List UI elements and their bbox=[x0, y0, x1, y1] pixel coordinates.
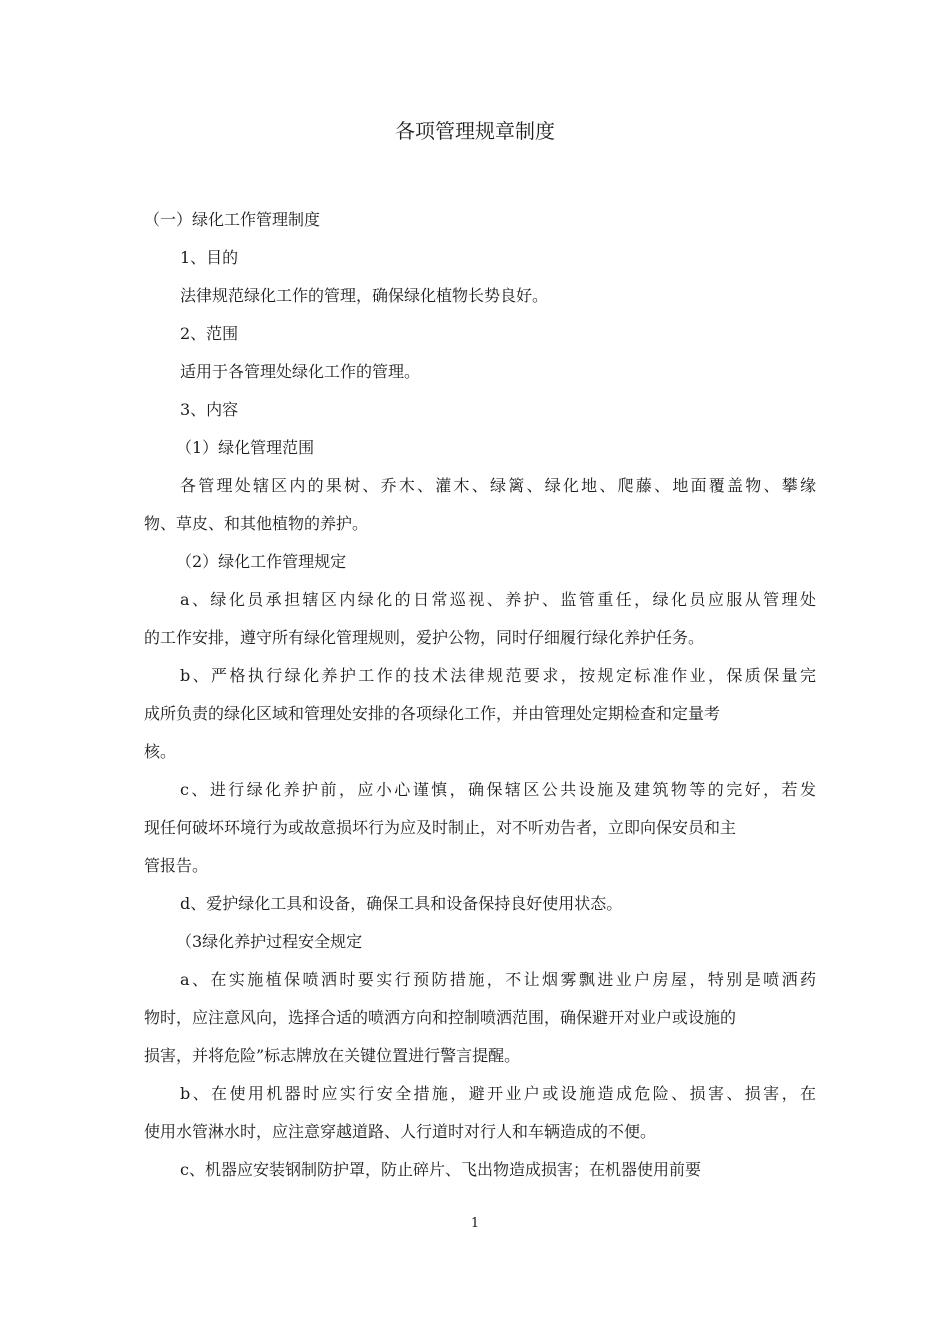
paragraph-line: 物时，应注意风向，选择合适的喷洒方向和控制喷洒范围，确保避开对业户或设施的 bbox=[144, 1008, 737, 1027]
paragraph-line: 适用于各管理处绿化工作的管理。 bbox=[180, 362, 421, 381]
subheading-scope: 2、范围 bbox=[180, 324, 239, 343]
paragraph-line: 物、草皮、和其他植物的养护。 bbox=[144, 514, 369, 533]
paragraph-line: 的工作安排，遵守所有绿化管理规则，爱护公物，同时仔细履行绿化养护任务。 bbox=[144, 628, 705, 647]
document-title: 各项管理规章制度 bbox=[395, 119, 555, 143]
paragraph-line: 成所负责的绿化区域和管理处安排的各项绿化工作，并由管理处定期检查和定量考 bbox=[144, 704, 721, 723]
paragraph-line: 管报告。 bbox=[144, 856, 209, 875]
page-number: 1 bbox=[470, 1216, 480, 1231]
paragraph-line: 损害，并将危险”标志牌放在关键位置进行警言提醒。 bbox=[144, 1046, 521, 1065]
paragraph-line: 现任何破坏环境行为或故意损坏行为应及时制止，对不听劝告者，立即向保安员和主 bbox=[144, 818, 737, 837]
subsection-heading: （3绿化养护过程安全规定 bbox=[176, 932, 363, 951]
section-heading: （一）绿化工作管理制度 bbox=[144, 210, 321, 229]
paragraph-line: 各管理处辖区内的果树、乔木、灌木、绿篱、绿化地、爬藤、地面覆盖物、攀缘 bbox=[180, 476, 816, 495]
paragraph-line: a、绿化员承担辖区内绿化的日常巡视、养护、监管重任，绿化员应服从管理处 bbox=[180, 590, 816, 609]
paragraph-line: a、在实施植保喷洒时要实行预防措施，不让烟雾飘进业户房屋，特别是喷洒药 bbox=[180, 970, 816, 989]
paragraph-line: d、爱护绿化工具和设备，确保工具和设备保持良好使用状态。 bbox=[180, 894, 623, 913]
subheading-purpose: 1、目的 bbox=[180, 248, 239, 267]
paragraph-line: b、在使用机器时应实行安全措施，避开业户或设施造成危险、损害、损害，在 bbox=[180, 1084, 816, 1103]
subsection-heading: （1）绿化管理范围 bbox=[176, 438, 315, 457]
paragraph-line: 使用水管淋水时，应注意穿越道路、人行道时对行人和车辆造成的不便。 bbox=[144, 1122, 657, 1141]
paragraph-line: c、进行绿化养护前，应小心谨慎，确保辖区公共设施及建筑物等的完好，若发 bbox=[180, 780, 816, 799]
subheading-content: 3、内容 bbox=[180, 400, 239, 419]
paragraph-line: c、机器应安装钢制防护罩，防止碎片、飞出物造成损害；在机器使用前要 bbox=[180, 1160, 701, 1179]
paragraph-line: 法律规范绿化工作的管理，确保绿化植物长势良好。 bbox=[180, 286, 549, 305]
paragraph-line: b、严格执行绿化养护工作的技术法律规范要求，按规定标准作业，保质保量完 bbox=[180, 666, 816, 685]
subsection-heading: （2）绿化工作管理规定 bbox=[176, 552, 347, 571]
paragraph-line: 核。 bbox=[144, 742, 177, 761]
